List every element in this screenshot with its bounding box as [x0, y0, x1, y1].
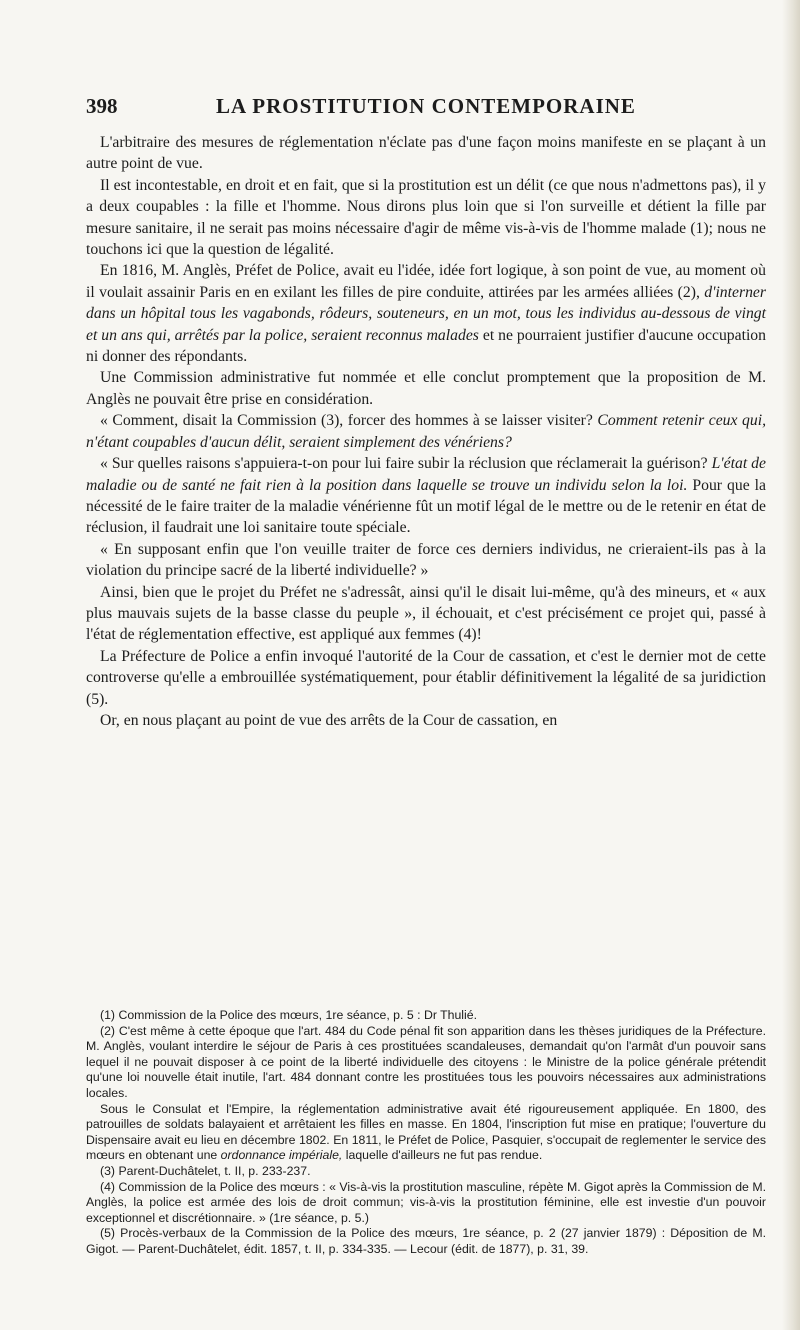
paragraph [86, 646, 766, 710]
body-text [86, 132, 766, 731]
paragraph [86, 367, 766, 410]
text-run: L'arbitraire des mesures de réglementation n'éclate pas d'une façon moins manifeste en se plaçant à un autre point de vue. [86, 134, 766, 173]
text-run: La Préfecture de Police a enfin invoqué l'autorité de la Cour de cassation, et c'est le dernier mot de cette controverse qu'elle a embrouillée systématiquement, pour établir définitivement la légalité de sa juridiction (5). [86, 647, 766, 708]
text-run: « Comment, disait la Commission (3), forcer des hommes à se laisser visiter? [100, 412, 598, 430]
text-run: « Sur quelles raisons s'appuiera-t-on pour lui faire subir la réclusion que réclamerait la guérison? [100, 455, 712, 473]
text-run: Pour que la nécessité de le faire traiter de la maladie vénérienne fût un motif légal de le mettre ou de le retenir en état de réclusion, il faudrait une loi sanitaire toute spéciale. [86, 476, 766, 537]
paragraph [86, 539, 766, 582]
text-run: Une Commission administrative fut nommée et elle conclut promptement que la proposition de M. Anglès ne pouvait être prise en considération. [86, 369, 766, 408]
footnote [86, 1164, 766, 1180]
running-title: LA PROSTITUTION CONTEMPORAINE [216, 94, 636, 118]
text-run: (3) Parent-Duchâtelet, t. II, p. 233-237. [100, 1163, 311, 1178]
paragraph [86, 410, 766, 453]
italic-text: L'état de maladie ou de santé ne fait rien à la position dans laquelle se trouve un individu selon la loi. [86, 455, 766, 494]
text-run: laquelle d'ailleurs ne fut pas rendue. [342, 1148, 543, 1163]
paragraph [86, 260, 766, 367]
footnote [86, 1008, 766, 1024]
text-run: et ne pourraient justifier d'aucune occupation ni donner des répondants. [86, 326, 766, 366]
italic-text: Comment retenir ceux qui, n'étant coupables d'aucun délit, seraient simplement des vénériens? [86, 412, 766, 451]
footnote [86, 1024, 766, 1102]
paragraph [86, 132, 766, 175]
text-run: « En supposant enfin que l'on veuille traiter de force ces derniers individus, ne crieraient-ils pas à la violation du principe sacré de la liberté individuelle? » [86, 540, 766, 580]
page-header [86, 94, 766, 120]
paragraph [86, 582, 766, 646]
footnote [86, 1180, 766, 1227]
page-number: 398 [86, 94, 118, 118]
text-run: (4) Commission de la Police des mœurs : « Vis-à-vis la prostitution masculine, répète M. Gigot après la Commission de M. Anglès, la police est armée des lois de droit commun; vis-à-vis la prostitution féminine, elle est investie d'un pouvoir exceptionnel et discrétionnaire. » (1re séance, p. 5.) [86, 1179, 766, 1225]
text-run: (2) C'est même à cette époque que l'art. 484 du Code pénal fit son apparition dans les thèses juridiques de la Préfecture. M. Anglès, voulant interdire le séjour de Paris à ces prostituées scandaleuses, demandait qu'on l'armât d'un pouvoir sans lequel il ne pouvait disposer à ce point de la liberté individuelle des citoyens : le Ministre de la police générale prétendit qu'une loi nouvelle était inutile, l'art. 484 donnant contre les prostituées tous les pouvoirs nécessaires aux administrations locales. [86, 1023, 766, 1100]
text-run: Sous le Consulat et l'Empire, la réglementation administrative avait été rigoureusement appliquée. En 1800, des patrouilles de soldats balayaient et arrêtaient les filles en masse. En 1804, l'inscription fut mise en pratique; l'ouverture du Dispensaire avait eu lieu en décembre 1802. En 1811, le Préfet de Police, Pasquier, s'occupait de reglementer le service des mœurs en obtenant une [86, 1101, 766, 1163]
footnotes [86, 1008, 766, 1258]
text-run: (5) Procès-verbaux de la Commission de la Police des mœurs, 1re séance, p. 2 (27 janvier 1879) : Déposition de M. Gigot. — Parent-Duchâtelet, édit. 1857, t. II, p. 334-335. — Lecour (édit. de 1877), p. 31, 39. [86, 1226, 766, 1256]
text-run: Or, en nous plaçant au point de vue des arrêts de la Cour de cassation, en [100, 711, 558, 729]
paragraph [86, 175, 766, 261]
text-run: (1) Commission de la Police des mœurs, 1re séance, p. 5 : Dr Thulié. [100, 1008, 478, 1022]
text-run: Il est incontestable, en droit et en fait, que si la prostitution est un délit (ce que nous n'admettons pas), il y a deux coupables : la fille et l'homme. Nous dirons plus loin que si l'on surveille et détient la fille par mesure sanitaire, il ne serait pas moins nécessaire d'agir de même vis-à-vis de l'homme malade (1); nous ne touchons ici que la question de légalité. [86, 176, 766, 259]
paragraph [86, 453, 766, 539]
page-edge-shadow [782, 0, 800, 1330]
paragraph [86, 710, 766, 731]
footnote [86, 1226, 766, 1257]
text-run: Ainsi, bien que le projet du Préfet ne s'adressât, ainsi qu'il le disait lui-même, qu'à des mineurs, et « aux plus mauvais sujets de la basse classe du peuple », il échouait, et c'est précisément ce projet qui, passé à l'état de réglementation effective, est appliqué aux femmes (4)! [86, 583, 766, 644]
text-run: En 1816, M. Anglès, Préfet de Police, avait eu l'idée, idée fort logique, à son point de vue, au moment où il voulait assainir Paris en en exilant les filles de pire conduite, attirées par les armées alliées (2), [86, 262, 766, 301]
footnote [86, 1102, 766, 1164]
italic-text: d'interner dans un hôpital tous les vagabonds, rôdeurs, souteneurs, en un mot, tous les individus au-dessous de vingt et un ans qui, arrêtés par la police, seraient reconnus malades [86, 283, 766, 344]
italic-text: ordonnance impériale, [220, 1148, 343, 1163]
